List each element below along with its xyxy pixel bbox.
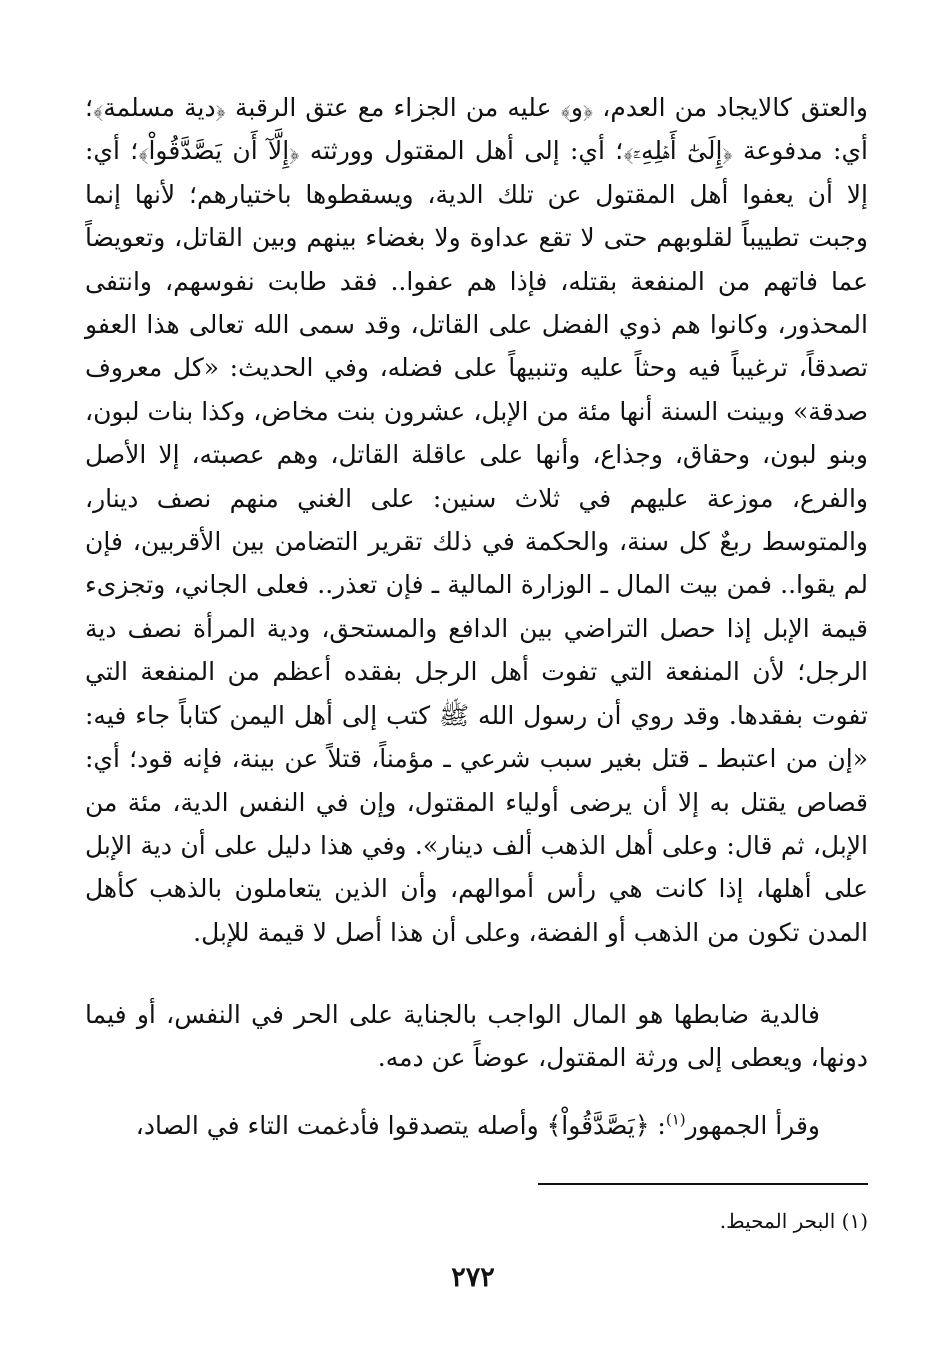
recitation-text [85,1104,868,1147]
footnote-text: البحر المحيط. [719,1209,836,1233]
main-paragraph-text: والعتق كالايجاد من العدم، ﴿و﴾ عليه من الجزاء مع عتق الرقبة ﴿دية مسلمة﴾؛ أي: مدفوعة ﴿إِلَىٰٓ أَهۡلِهِۦٓ﴾؛ أي: إلى أهل المقتول وورثته ﴿إِلَّآ أَن يَصَّدَّقُواْ﴾؛ أي: إلا أن يعفوا أهل المقتول عن تلك الدية، ويسقطوها باختيارهم؛ لأنها إنما وجبت تطييباً لقلوبهم حتى لا تقع عداوة ولا بغضاء بينهم وبين القاتل، وتعويضاً عما فاتهم من المنفعة بقتله، فإذا هم عفوا.. فقد طابت نفوسهم، وانتفى المحذور، وكانوا هم ذوي الفضل على القاتل، وقد سمى الله تعالى هذا العفو تصدقاً، ترغيباً فيه وحثاً عليه وتنبيهاً على فضله، وفي الحديث: «كل معروف صدقة» وبينت السنة أنها مئة من الإبل، عشرون بنت مخاض، وكذا بنات لبون، وبنو لبون، وحقاق، وجذاع، وأنها على عاقلة القاتل، وهم عصبته، إلا الأصل والفرع، موزعة عليهم في ثلاث سنين: على الغني منهم نصف دينار، والمتوسط ربعٌ كل سنة، والحكمة في ذلك تقرير التضامن بين الأقربين، فإن لم يقوا.. فمن بيت المال ـ الوزارة المالية ـ فإن تعذر.. فعلى الجاني، وتجزىء قيمة الإبل إذا حصل التراضي بين الدافع والمستحق، ودية المرأة نصف دية الرجل؛ لأن المنفعة التي تفوت أهل الرجل بفقده أعظم من المنفعة التي تفوت بفقدها. وقد روي أن رسول الله ﷺ كتب إلى أهل اليمن كتاباً جاء فيه: «إن من اعتبط ـ قتل بغير سبب شرعي ـ مؤمناً، قتلاً عن بينة، فإنه قود؛ أي: قصاص يقتل به إلا أن يرضى أولياء المقتول، وإن في النفس الدية، مئة من الإبل، ثم قال: وعلى أهل الذهب ألف دينار». وفي هذا دليل على أن دية الإبل على أهلها، إذا كانت هي رأس أموالهم، وأن الذين يتعاملون بالذهب كأهل المدن تكون من الذهب أو الفضة، وعلى أن هذا أصل لا قيمة للإبل. [85,93,868,947]
diya-definition-text: فالدية ضابطها هو المال الواجب بالجناية على الحر في النفس، أو فيما دونها، ويعطى إلى ورثة المقتول، عوضاً عن دمه. [85,1000,868,1073]
footnote-divider [538,1183,868,1185]
diya-definition-paragraph [85,993,868,1080]
footnote-marker: (١) [841,1209,868,1233]
recitation-text-end: : ﴿يَصَّدَّقُواْ﴾ وأصله يتصدقوا فأدغمت التاء في الصاد، [135,1111,666,1140]
recitation-paragraph [85,1104,868,1147]
footnote-reference: (١) [665,1110,686,1129]
main-paragraph [85,86,868,954]
footnote [500,1207,868,1235]
page-number: ٢٧٢ [451,1262,495,1293]
recitation-text-start: وقرأ الجمهور [685,1111,820,1140]
